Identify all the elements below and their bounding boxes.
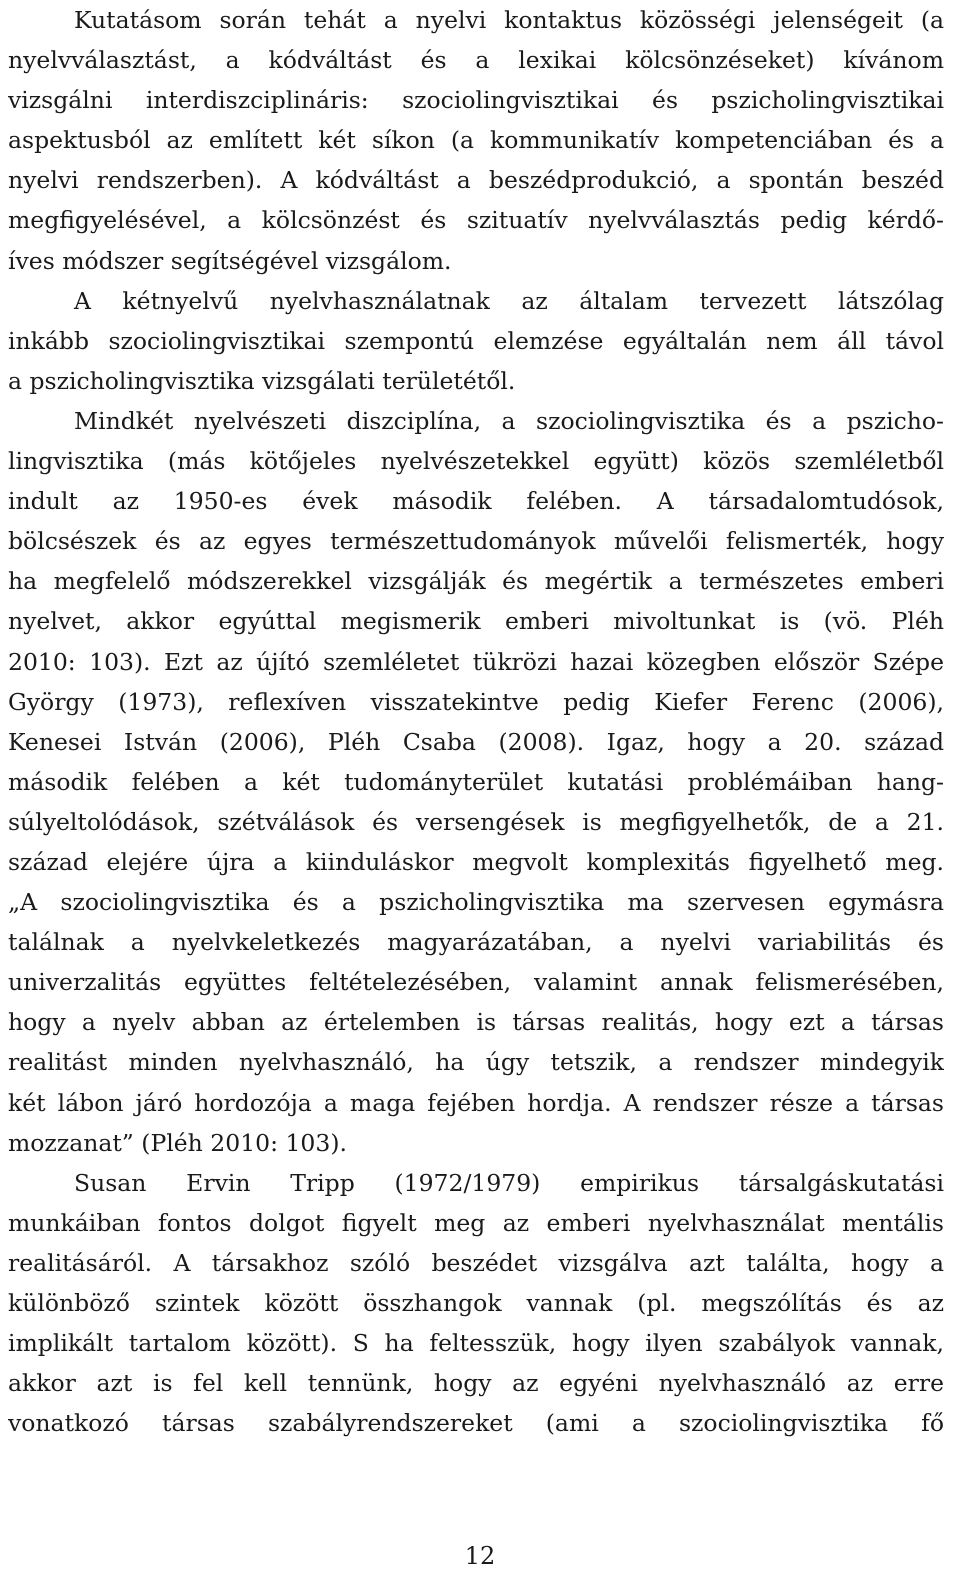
text-line: lingvisztika (más kötőjeles nyelvészetekkel együtt) közös szemléletből — [8, 447, 944, 476]
text-line: vonatkozó társas szabályrendszereket (ami a szociolingvisztika fő — [8, 1409, 944, 1438]
text-line: megfigyelésével, a kölcsönzést és szituatív nyelvválasztás pedig kérdő- — [8, 206, 944, 235]
text-line: mozzanat” (Pléh 2010: 103). — [8, 1128, 347, 1157]
text-line: aspektusból az említett két síkon (a kommunikatív kompetenciában és a — [8, 126, 944, 155]
text-line: ha megfelelő módszerekkel vizsgálják és megértik a természetes emberi — [8, 567, 944, 596]
text-line: realitásáról. A társakhoz szóló beszédet vizsgálva azt találta, hogy a — [8, 1248, 944, 1277]
text-line: súlyeltolódások, szétválások és versengések is megfigyelhetők, de a 21. — [8, 807, 944, 836]
text-line: Susan Ervin Tripp (1972/1979) empirikus társalgáskutatási — [74, 1168, 944, 1197]
text-line: két lábon járó hordozója a maga fejében hordja. A rendszer része a társas — [8, 1088, 944, 1117]
text-line: univerzalitás együttes feltételezésében, valamint annak felismerésében, — [8, 968, 944, 997]
text-line: „A szociolingvisztika és a pszicholingvisztika ma szervesen egymásra — [8, 888, 944, 917]
text-line: nyelvet, akkor egyúttal megismerik emberi mivoltunkat is (vö. Pléh — [8, 607, 944, 636]
text-line: inkább szociolingvisztikai szempontú elemzése egyáltalán nem áll távol — [8, 326, 944, 355]
body-text — [8, 0, 944, 1443]
text-line: Kutatásom során tehát a nyelvi kontaktus közösségi jelenségeit (a — [74, 6, 944, 34]
text-line: implikált tartalom között). S ha feltesszük, hogy ilyen szabályok vannak, — [8, 1329, 944, 1358]
text-line: íves módszer segítségével vizsgálom. — [8, 246, 452, 275]
text-line: munkáiban fontos dolgot figyelt meg az emberi nyelvhasználat mentális — [8, 1208, 944, 1237]
page-number: 12 — [464, 1542, 496, 1570]
text-line: találnak a nyelvkeletkezés magyarázatában, a nyelvi variabilitás és — [8, 928, 944, 957]
text-line: Kenesei István (2006), Pléh Csaba (2008). Igaz, hogy a 20. század — [8, 727, 944, 756]
text-line: a pszicholingvisztika vizsgálati területétől. — [8, 366, 516, 395]
text-line: vizsgálni interdiszciplináris: szociolingvisztikai és pszicholingvisztikai — [8, 86, 944, 115]
text-line: hogy a nyelv abban az értelemben is társas realitás, hogy ezt a társas — [8, 1008, 944, 1037]
text-line: második felében a két tudományterület kutatási problémáiban hang- — [8, 767, 944, 796]
text-line: nyelvi rendszerben). A kódváltást a beszédprodukció, a spontán beszéd — [8, 166, 944, 195]
text-line: 2010: 103). Ezt az újító szemléletet tükrözi hazai közegben először Szépe — [8, 647, 944, 676]
text-line: nyelvválasztást, a kódváltást és a lexikai kölcsönzéseket) kívánom — [8, 46, 944, 75]
text-line: György (1973), reflexíven visszatekintve pedig Kiefer Ferenc (2006), — [8, 687, 944, 716]
text-line: Mindkét nyelvészeti diszciplína, a szociolingvisztika és a pszicho- — [74, 406, 944, 435]
text-line: bölcsészek és az egyes természettudományok művelői felismerték, hogy — [8, 527, 944, 556]
text-line: különböző szintek között összhangok vannak (pl. megszólítás és az — [8, 1289, 944, 1317]
text-line: század elejére újra a kiinduláskor megvolt komplexitás figyelhető meg. — [8, 847, 944, 876]
text-line: realitást minden nyelvhasználó, ha úgy tetszik, a rendszer mindegyik — [8, 1048, 944, 1077]
text-line: akkor azt is fel kell tennünk, hogy az egyéni nyelvhasználó az erre — [8, 1369, 944, 1398]
text-line: indult az 1950-es évek második felében. A társadalomtudósok, — [8, 487, 944, 516]
text-line: A kétnyelvű nyelvhasználatnak az általam tervezett látszólag — [74, 286, 944, 315]
